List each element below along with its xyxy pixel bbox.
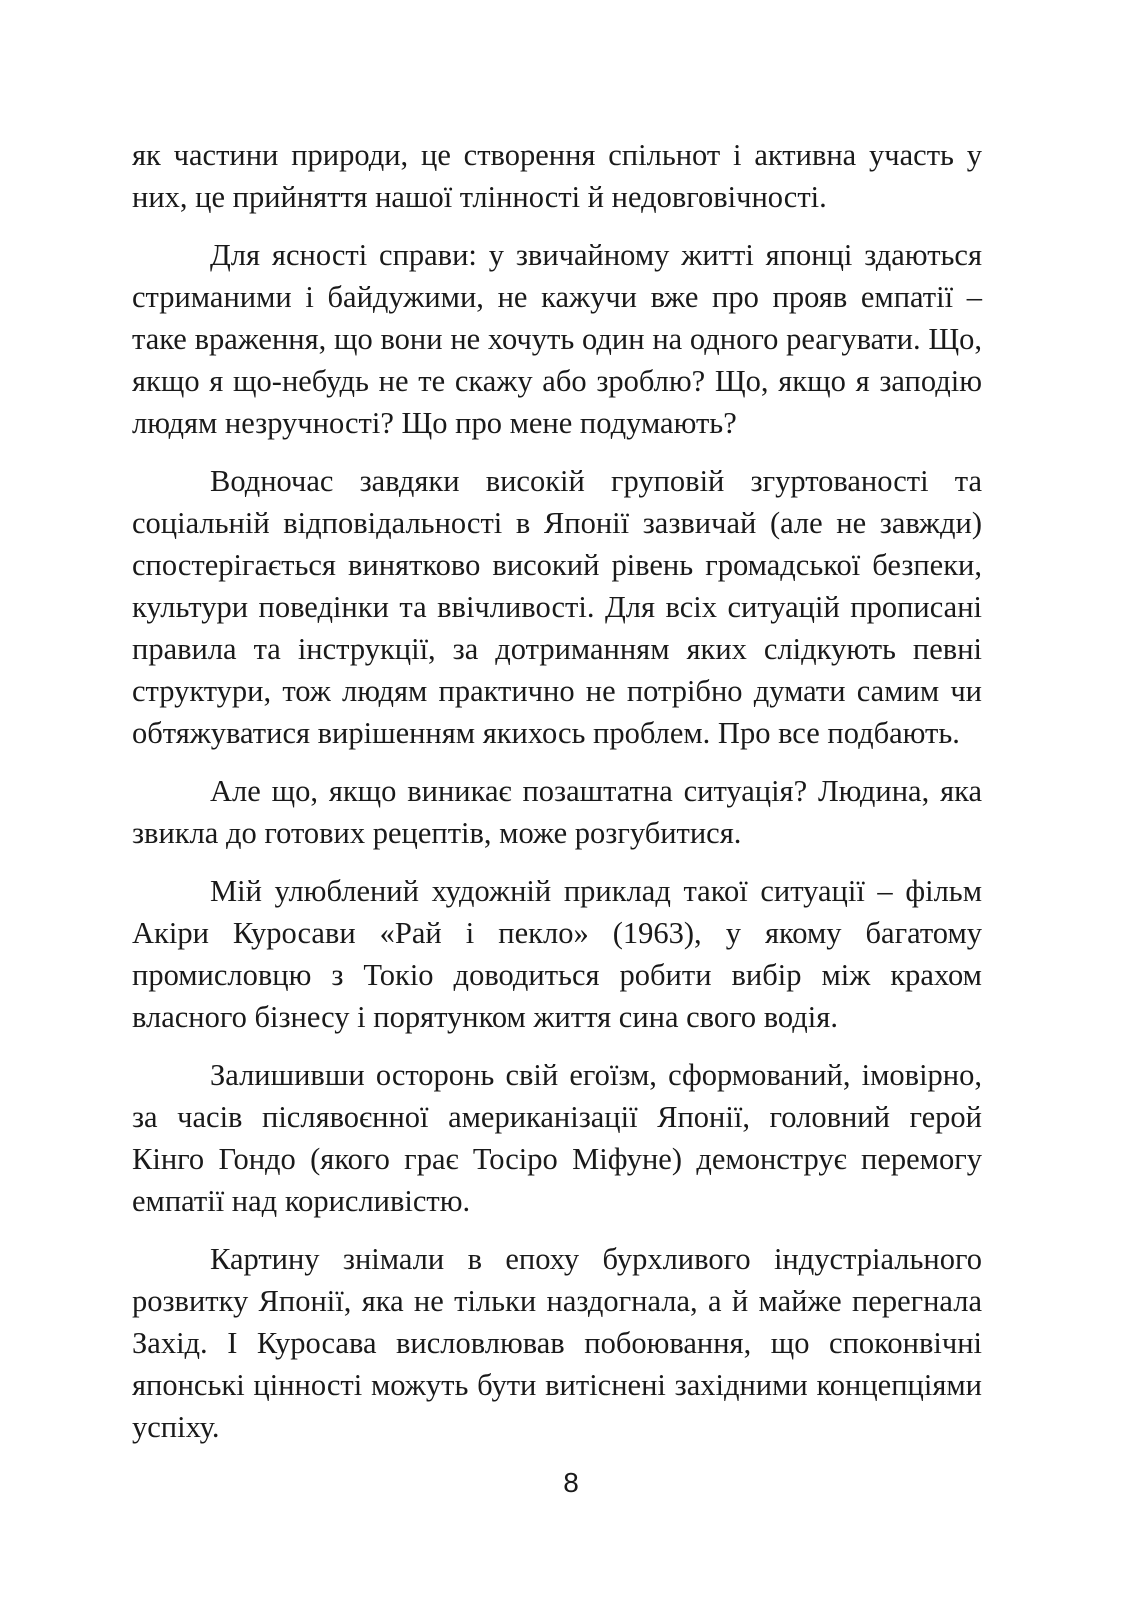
paragraph-6: Залишивши осторонь свій егоїзм, сформований, імовірно, за часів післявоєнної американізації Японії, головний герой Кінго Гондо (якого грає Тосіро Міфуне) демонструє перемогу емпатії над корисливістю. — [132, 1058, 982, 1218]
body-text — [132, 134, 982, 1464]
paragraph-3: Водночас завдяки високій груповій згуртованості та соціальній відповідальності в Японії зазвичай (але не завжди) спостерігається винятково високий рівень громадської безпеки, культури поведінки та ввічливості. Для всіх ситуацій прописані правила та інструкції, за дотриманням яких слідкують певні структури, тож людям практично не потрібно думати самим чи обтяжуватися вирішенням якихось проблем. Про все подбають. — [132, 464, 982, 750]
page-number: 8 — [563, 1467, 579, 1498]
paragraph-1: як частини природи, це створення спільнот і активна участь у них, це прийняття нашої тлінності й недовговічності. — [132, 138, 982, 214]
paragraph-5: Мій улюблений художній приклад такої ситуації – фільм Акіри Куросави «Рай і пекло» (1963), у якому багатому промисловцю з Токіо доводиться робити вибір між крахом власного бізнесу і порятунком життя сина свого водія. — [132, 874, 982, 1034]
paragraph-4: Але що, якщо виникає позаштатна ситуація? Людина, яка звикла до готових рецептів, може розгубитися. — [132, 774, 982, 850]
paragraph-7: Картину знімали в епоху бурхливого індустріального розвитку Японії, яка не тільки наздогнала, а й майже перегнала Захід. І Куросава висловлював побоювання, що споконвічні японські цінності можуть бути витіснені західними концепціями успіху. — [132, 1242, 982, 1444]
paragraph-2: Для ясності справи: у звичайному житті японці здаються стриманими і байдужими, не кажучи вже про прояв емпатії – таке враження, що вони не хочуть один на одного реагувати. Що, якщо я що-небудь не те скажу або зроблю? Що, якщо я заподію людям незручності? Що про мене подумають? — [132, 238, 982, 440]
